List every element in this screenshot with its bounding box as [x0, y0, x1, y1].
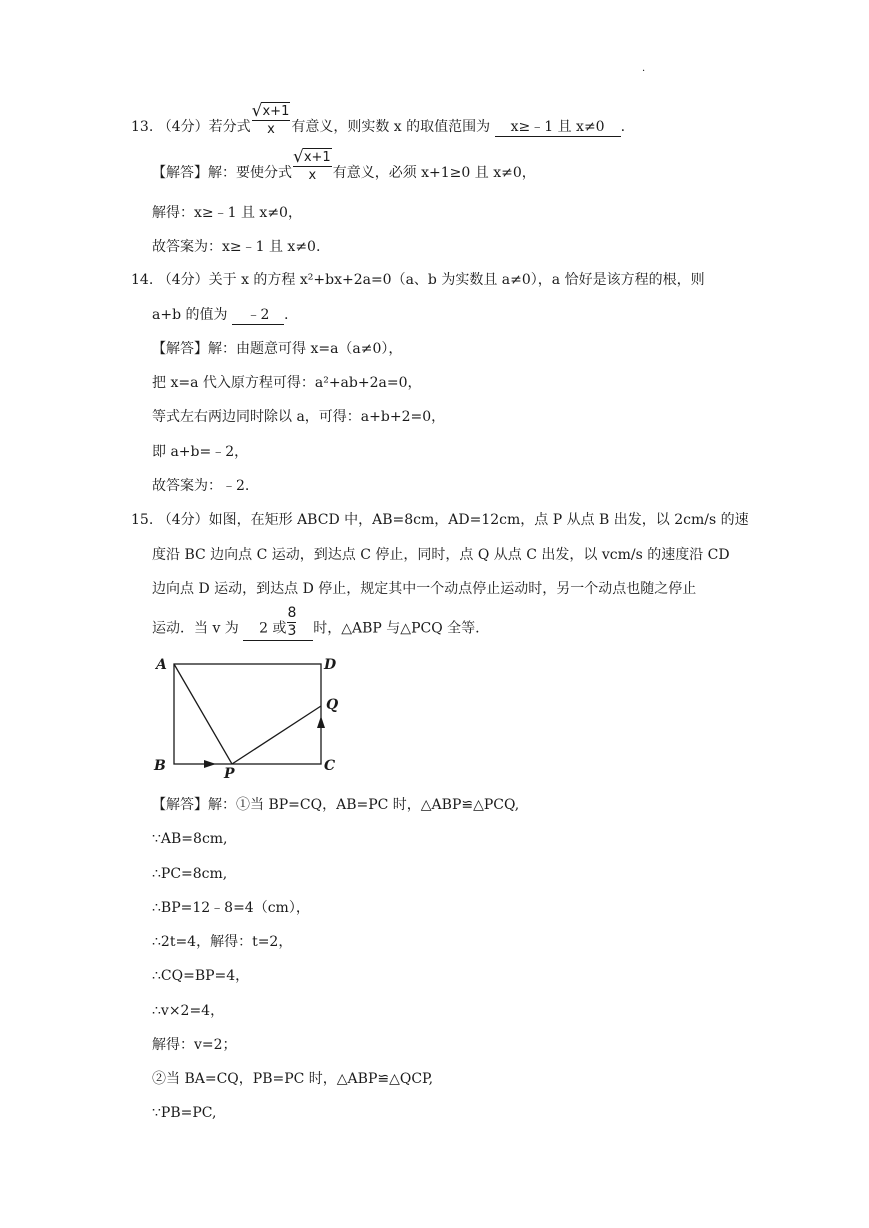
question-14-solution-line-2: 把 x=a 代入原方程可得：a²+ab+2a=0， [152, 375, 422, 391]
question-13-solution-line-1: 【解答】解：要使分式 √ x+1 x 有意义，必须 x+1≥0 且 x≠0， [152, 147, 536, 183]
arrow-p-icon [204, 760, 216, 768]
fraction: $\frac{8}{3}$ [287, 605, 297, 639]
label-a: A [156, 657, 167, 673]
question-number: 15. [131, 512, 154, 528]
question-14-stem-line-2: a+b 的值为 ﹣2 . [152, 307, 289, 323]
question-15-solution-line-4: ∴BP=12﹣8=4（cm）， [152, 900, 310, 916]
question-13-solution-line-2: 解得：x≥﹣1 且 x≠0， [152, 205, 302, 221]
question-15-stem-line-2: 度沿 BC 边向点 C 运动，到达点 C 停止，同时，点 Q 从点 C 出发，以 vcm/s 的速度沿 CD [152, 547, 730, 563]
label-b: B [154, 758, 166, 774]
question-15-solution-line-1: 【解答】解：①当 BP=CQ，AB=PC 时，△ABP≌△PCQ, [152, 797, 520, 813]
question-score: （4分） [157, 119, 209, 135]
page-mark: · [642, 66, 646, 77]
question-14-solution-line-5: 故答案为：﹣2. [152, 478, 250, 494]
question-15-solution-line-5: ∴2t=4，解得：t=2， [152, 934, 293, 950]
answer-blank: 2 或 $\frac{8}{3}$ [243, 617, 313, 641]
question-14-stem-line-1: 14. （4分）关于 x 的方程 x²+bx+2a=0（a、b 为实数且 a≠0），a 恰好是该方程的根，则 [131, 272, 705, 288]
radical-fraction: √ x+1 x [251, 101, 290, 137]
question-15-solution-line-8: 解得：v=2； [152, 1037, 237, 1053]
question-14-solution-line-4: 即 a+b=﹣2， [152, 444, 249, 460]
label-p: P [224, 766, 235, 782]
question-15-solution-line-6: ∴CQ=BP=4， [152, 968, 250, 984]
question-15-solution-line-2: ∵AB=8cm, [152, 831, 228, 847]
rectangle-figure [150, 652, 350, 782]
label-c: C [324, 758, 336, 774]
question-15-stem-line-1: 15. （4分）如图，在矩形 ABCD 中，AB=8cm，AD=12cm，点 P 从点 B 出发，以 2cm/s 的速 [131, 512, 749, 528]
question-number: 14. [131, 272, 154, 288]
label-q: Q [326, 697, 339, 713]
arrow-q-icon [317, 716, 325, 728]
question-13-stem: 13. （4分）若分式 √ x+1 x 有意义，则实数 x 的取值范围为 x≥﹣1 且 x≠0 . [131, 101, 626, 137]
question-15-solution-line-10: ∵PB=PC, [152, 1105, 217, 1121]
solution-label: 【解答】 [152, 341, 208, 357]
rectangle-abcd [174, 664, 321, 764]
question-15-solution-line-7: ∴v×2=4， [152, 1003, 225, 1019]
question-15-solution-line-9: ②当 BA=CQ，PB=PC 时，△ABP≌△QCP, [152, 1071, 434, 1087]
answer-blank: x≥﹣1 且 x≠0 [495, 118, 621, 137]
question-15-solution-line-3: ∴PC=8cm, [152, 866, 228, 882]
question-14-solution-line-1: 【解答】解：由题意可得 x=a（a≠0）， [152, 341, 403, 357]
question-14-solution-line-3: 等式左右两边同时除以 a，可得：a+b+2=0， [152, 409, 446, 425]
question-13-solution-line-3: 故答案为：x≥﹣1 且 x≠0. [152, 239, 321, 255]
solution-label: 【解答】 [152, 165, 208, 181]
solution-label: 【解答】 [152, 797, 208, 813]
question-15-stem-line-3: 边向点 D 运动，到达点 D 停止，规定其中一个动点停止运动时，另一个动点也随之停止 [152, 581, 697, 597]
radical-fraction: √ x+1 x [293, 147, 331, 183]
label-d: D [324, 657, 337, 673]
segment-ap [174, 664, 232, 764]
answer-blank: ﹣2 [232, 306, 284, 325]
question-number: 13. [131, 119, 154, 135]
segment-pq [232, 706, 321, 764]
question-15-stem-line-4: 运动．当 v 为 2 或 $\frac{8}{3}$ 时，△ABP 与△PCQ 全等. [152, 605, 480, 639]
